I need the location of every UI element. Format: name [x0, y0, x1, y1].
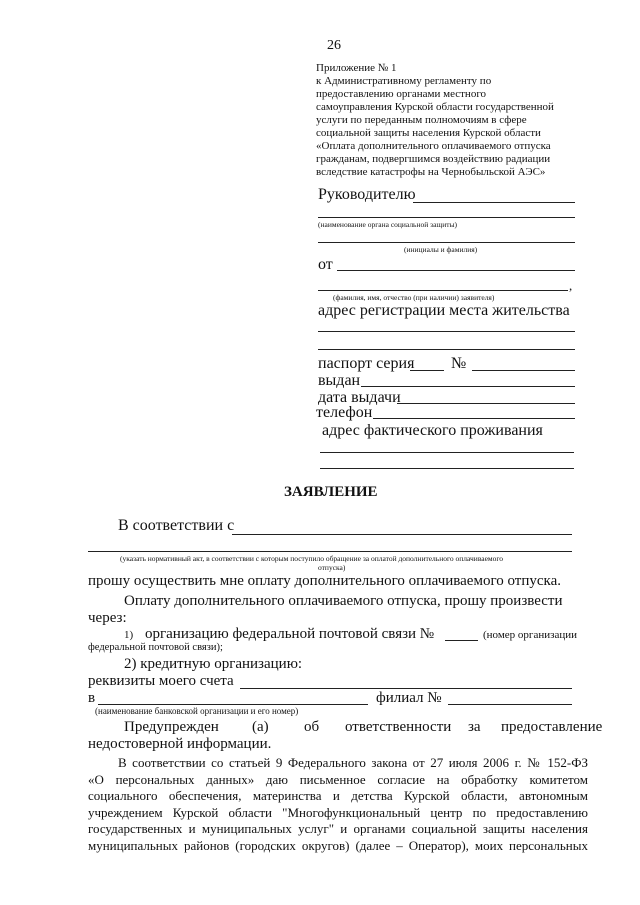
- warned-word: Предупрежден: [124, 719, 219, 735]
- fio-field[interactable]: [318, 290, 568, 291]
- according-label: В соответствии с: [118, 517, 235, 534]
- option2-text: 2) кредитную организацию:: [124, 656, 303, 672]
- warned-word: предоставление: [501, 719, 603, 735]
- appendix-line: гражданам, подвергшимся воздействию радиации: [316, 153, 551, 165]
- phone-label: телефон: [316, 404, 373, 421]
- issued-field[interactable]: [361, 386, 575, 387]
- consent-line: учреждением Курской области "Многофункциональный центр по предоставлению: [88, 804, 588, 820]
- org-name-field[interactable]: [318, 217, 575, 218]
- act-caption-line2: отпуска): [318, 563, 346, 572]
- appendix-line: вследствие катастрофы на Чернобыльской АЭС»: [316, 166, 546, 178]
- head-name-field[interactable]: [413, 202, 575, 203]
- warned-word: (а): [252, 719, 269, 735]
- appendix-block: [316, 62, 591, 179]
- fio-caption: (фамилия, имя, отчество (при наличии) заявителя): [333, 293, 495, 302]
- actual-address-field-1[interactable]: [320, 452, 574, 453]
- appendix-line: «Оплата дополнительного оплачиваемого отпуска: [316, 140, 551, 152]
- consent-paragraph: [88, 755, 588, 854]
- act-name-field[interactable]: [88, 551, 572, 552]
- consent-line: муниципальных районов (городских округов) (далее – Оператор), моих персональных: [88, 837, 588, 853]
- option1-note: (номер организации: [483, 629, 577, 641]
- consent-line: социального обеспечения, материнства и детства Курской области, автономным: [88, 788, 588, 803]
- page-number: 26: [327, 38, 341, 53]
- appendix-line: предоставлению органами местного: [316, 88, 487, 100]
- initials-field[interactable]: [318, 242, 575, 243]
- document-title: ЗАЯВЛЕНИЕ: [284, 484, 378, 500]
- consent-line: В соответствии со статьей 9 Федерального закона от 27 июля 2006 г. № 152-ФЗ: [118, 755, 588, 770]
- issue-date-label: дата выдачи: [318, 389, 401, 406]
- appendix-line: к Административному регламенту по: [316, 75, 492, 87]
- option1-number: 1): [124, 629, 134, 641]
- post-office-number-field[interactable]: [445, 640, 478, 641]
- number-sign: №: [451, 355, 467, 372]
- according-act-field[interactable]: [232, 534, 572, 535]
- appendix-line: самоуправления Курской области государственной: [316, 101, 554, 113]
- branch-number-field[interactable]: [448, 704, 572, 705]
- appendix-line: услуги по переданным полномочиям в сфере: [316, 114, 527, 126]
- reg-address-field-1[interactable]: [318, 331, 575, 332]
- phone-field[interactable]: [373, 418, 575, 419]
- appendix-line: социальной защиты населения Курской области: [316, 127, 541, 139]
- actual-address-field-2[interactable]: [320, 468, 574, 469]
- branch-label: филиал №: [376, 690, 442, 706]
- warned-word: об: [304, 719, 320, 735]
- request-line: прошу осуществить мне оплату дополнительного оплачиваемого отпуска.: [88, 573, 561, 589]
- account-label: реквизиты моего счета: [88, 673, 234, 689]
- comma: ,: [569, 278, 573, 293]
- consent-line: государственных и муниципальных услуг" и органами социальной защиты населения: [88, 821, 588, 836]
- warned-line-2: недостоверной информации.: [88, 736, 272, 752]
- option1-note-2: федеральной почтовой связи);: [88, 642, 223, 653]
- warned-word: за: [468, 719, 481, 735]
- to-label: Руководителю: [318, 186, 416, 203]
- reg-address-label: адрес регистрации места жительства: [318, 302, 570, 319]
- bank-name-field[interactable]: [98, 704, 368, 705]
- reg-address-field-2[interactable]: [318, 349, 575, 350]
- from-field[interactable]: [337, 270, 575, 271]
- account-field[interactable]: [240, 688, 572, 689]
- passport-series-field[interactable]: [410, 370, 444, 371]
- actual-address-label: адрес фактического проживания: [322, 422, 543, 439]
- initials-caption: (инициалы и фамилия): [404, 245, 478, 254]
- issued-label: выдан: [318, 372, 361, 389]
- passport-label: паспорт серия: [318, 355, 415, 372]
- payment-line-2: через:: [88, 610, 127, 626]
- act-caption-line1: (указать нормативный акт, в соответствии с которым поступило обращение за оплатой дополнительного оплачиваемого: [120, 554, 504, 563]
- in-label: в: [88, 690, 96, 706]
- option1-text: организацию федеральной почтовой связи №: [145, 626, 435, 642]
- bank-caption: (наименование банковской организации и его номер): [95, 706, 299, 716]
- payment-line-1: Оплату дополнительного оплачиваемого отпуска, прошу произвести: [124, 593, 563, 609]
- from-label: от: [318, 256, 333, 273]
- org-caption: (наименование органа социальной защиты): [318, 220, 458, 229]
- warned-word: ответственности: [345, 719, 452, 735]
- appendix-line: Приложение № 1: [316, 62, 397, 74]
- passport-number-field[interactable]: [472, 370, 575, 371]
- consent-line: «О персональных данных» даю письменное согласие на обработку комитетом: [88, 771, 588, 787]
- issue-date-field[interactable]: [397, 403, 575, 404]
